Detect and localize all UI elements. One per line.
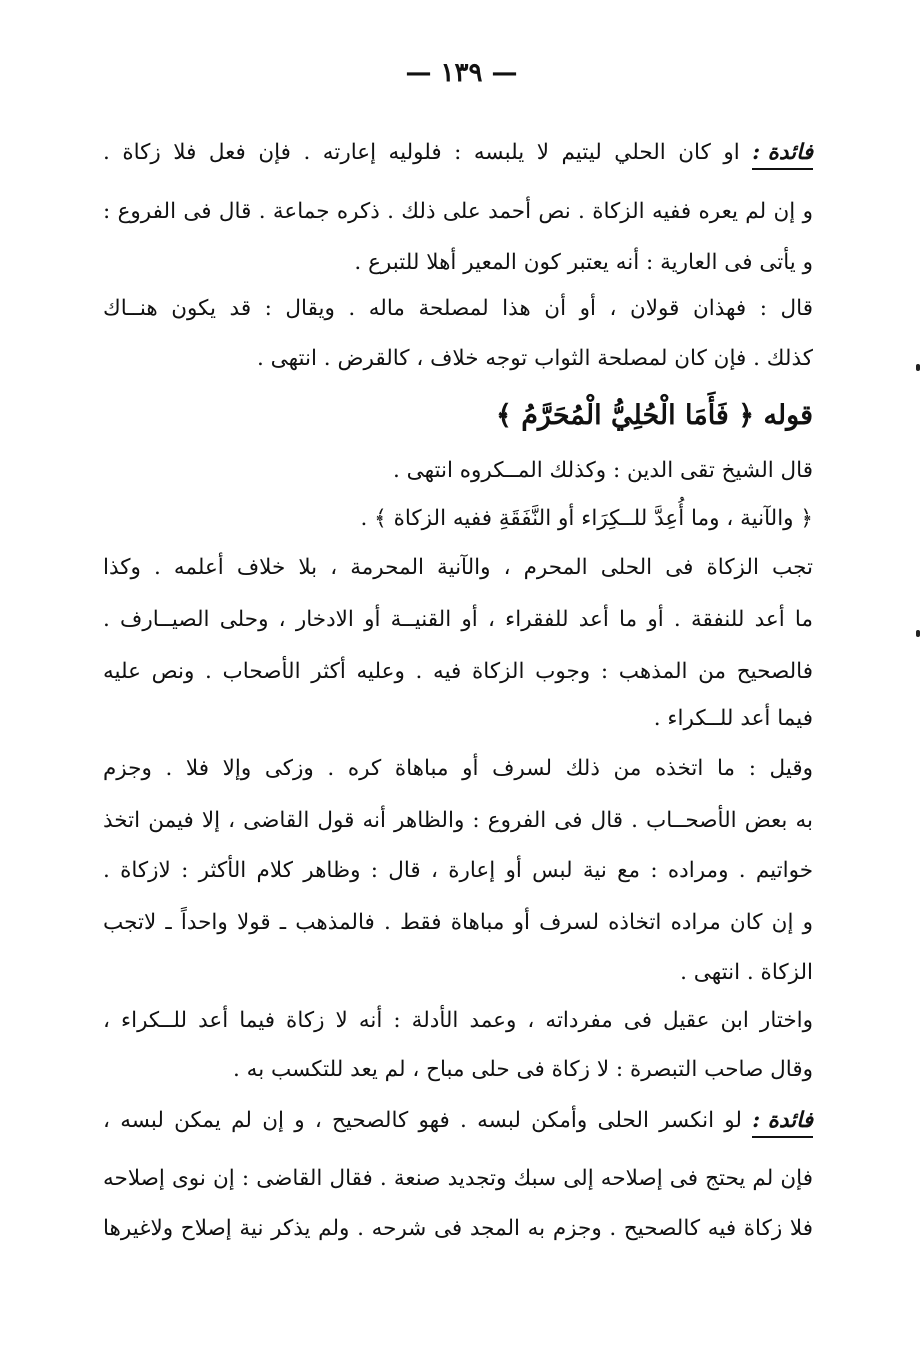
- text-line: ما أعد للنفقة . أو ما أعد للفقراء ، أو القنيــة أو الادخار ، وحلى الصيــارف .: [103, 607, 813, 632]
- text-line: وقال صاحب التبصرة : لا زكاة فى حلى مباح ، لم يعد للتكسب به .: [233, 1057, 813, 1082]
- text-line: و إن لم يعره ففيه الزكاة . نص أحمد على ذلك . ذكره جماعة . قال فى الفروع :: [103, 199, 813, 224]
- text-line: [103, 1110, 813, 1138]
- text-line: فالصحيح من المذهب : وجوب الزكاة فيه . وعليه أكثر الأصحاب . ونص عليه: [103, 659, 813, 684]
- line-text: لو انكسر الحلى وأمكن لبسه . فهو كالصحيح ، و إن لم يمكن لبسه ،: [103, 1108, 753, 1133]
- text-line: [103, 142, 813, 170]
- quoted-text-line: ﴿ والآنية ، وما أُعِدَّ للــكِرَاء أو النَّفَقَةِ ففيه الزكاة ﴾ .: [360, 506, 813, 531]
- text-line: تجب الزكاة فى الحلى المحرم ، والآنية المحرمة ، بلا خلاف أعلمه . وكذا: [103, 555, 813, 580]
- note-label: فائدة :: [752, 142, 813, 170]
- text-line: قال الشيخ تقى الدين : وكذلك المــكروه انتهى .: [393, 458, 813, 483]
- section-heading: قوله ﴿ فَأَمَا الْحُلِيُّ الْمُحَرَّمُ ﴾: [496, 400, 813, 431]
- text-line: فإن لم يحتج فى إصلاحه إلى سبك وتجديد صنعة . فقال القاضى : إن نوى إصلاحه: [103, 1166, 813, 1191]
- note-label: فائدة :: [752, 1110, 813, 1138]
- text-line: الزكاة . انتهى .: [680, 960, 813, 985]
- text-line: و إن كان مراده اتخاذه لسرف أو مباهاة فقط . فالمذهب ـ قولا واحداً ـ لاتجب: [103, 910, 813, 935]
- text-line: و يأتى فى العارية : أنه يعتبر كون المعير أهلا للتبرع .: [354, 250, 813, 275]
- text-line: فلا زكاة فيه كالصحيح . وجزم به المجد فى شرحه . ولم يذكر نية إصلاح ولاغيرها: [103, 1216, 813, 1241]
- page-number: — ١٣٩ —: [405, 58, 518, 88]
- line-text: او كان الحلي ليتيم لا يلبسه : فلوليه إعارته . فإن فعل فلا زكاة .: [103, 140, 753, 165]
- text-line: خواتيم . ومراده : مع نية لبس أو إعارة ، قال : وظاهر كلام الأكثر : لازكاة .: [103, 858, 813, 883]
- margin-mark: [916, 364, 920, 371]
- text-line: كذلك . فإن كان لمصلحة الثواب توجه خلاف ، كالقرض . انتهى .: [257, 346, 813, 371]
- text-line: واختار ابن عقيل فى مفرداته ، وعمد الأدلة : أنه لا زكاة فيما أعد للــكراء ،: [103, 1008, 813, 1033]
- text-line: وقيل : ما اتخذه من ذلك لسرف أو مباهاة كره . وزكى وإلا فلا . وجزم: [103, 756, 813, 781]
- text-line: به بعض الأصحــاب . قال فى الفروع : والظاهر أنه قول القاضى ، إلا فيمن اتخذ: [103, 808, 813, 833]
- text-line: فيما أعد للــكراء .: [653, 706, 813, 731]
- text-line: قال : فهذان قولان ، أو أن هذا لمصلحة ماله . ويقال : قد يكون هنــاك: [103, 296, 813, 321]
- margin-mark: [916, 630, 920, 637]
